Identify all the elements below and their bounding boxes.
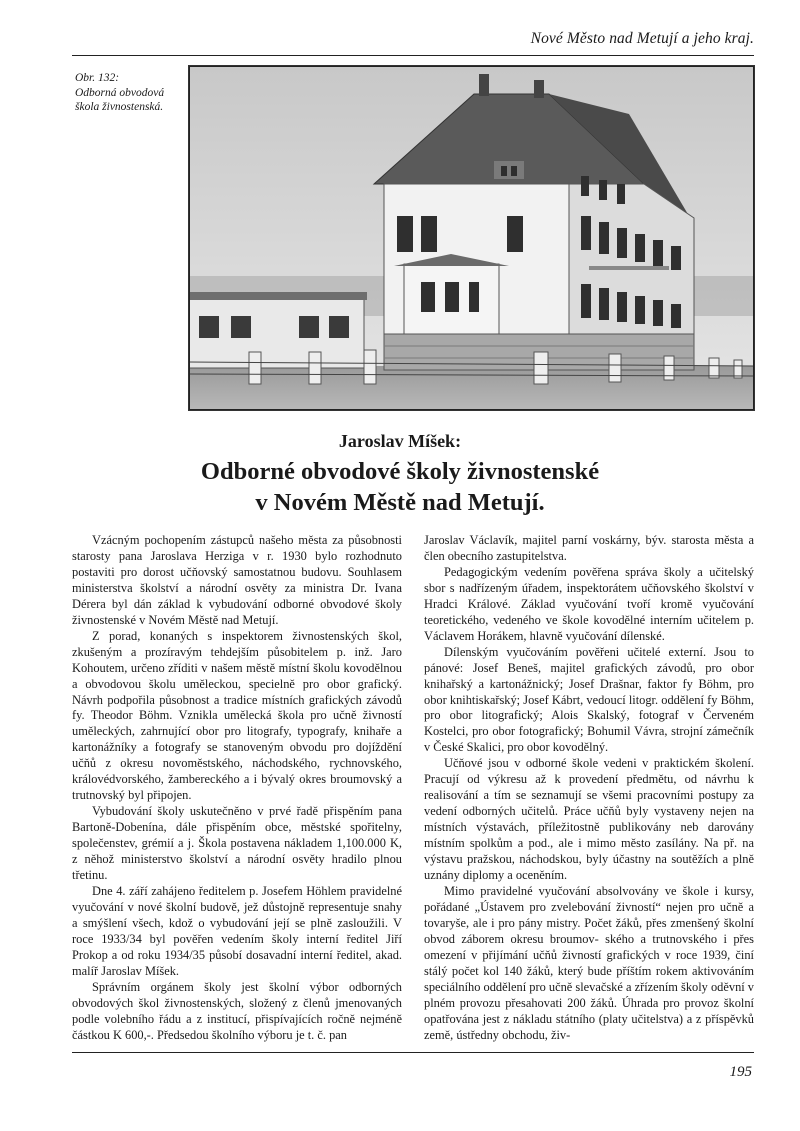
paragraph: Z porad, konaných s inspektorem živnostenských škol, zkušeným a prozíravým tehdejším působitelem p. inž. Jaro Kohoutem, určeno zříditi v našem městě místní školu kovodělnou a obvodovou školu uměleckou, specielně pro obor grafický. Návrh podpořila působnost a tradice místních grafických závodů fy. Theodor Böhm. Vznikla umělecká škola pro učně živností uměleckých, zahrnující obor pro litografy, typografy, knihaře a kartonážníky a fotografy se stanoveným obvodu pro dojíždění učňů z okresu novoměstského, náchodského, rychnovského, královédvorského, žambereckého a i bývalý okres broumovský a trutnovský byl připojen. <box>72 628 402 803</box>
article-author: Jaroslav Míšek: <box>338 431 462 451</box>
header-rule <box>72 55 754 56</box>
paragraph: Vybudování školy uskutečněno v prvé řadě přispěním pana Bartoně-Dobenína, dále přispěním obce, městské spořitelny, společenstev, grémií a j. Škola postavena nákladem 1,100.000 K, z něhož ministerstvo školství a národní osvěty hradilo plnou třetinu. <box>72 804 402 883</box>
page-number: 195 <box>729 1064 752 1080</box>
text-column-right <box>424 533 754 1044</box>
caption-line: Obr. 132: <box>75 72 120 84</box>
paragraph: Jaroslav Václavík, majitel parní voskárny, býv. starosta města a člen obecního zastupitelstva. <box>424 533 754 563</box>
school-building-photo <box>188 65 755 411</box>
footer-rule <box>72 1052 754 1053</box>
title-line: Odborné obvodové školy živnostenské <box>200 458 600 485</box>
paragraph: Vzácným pochopením zástupců našeho města za působnosti starosty pana Jaroslava Herziga v r. 1930 bylo rozhodnuto postaviti pro dorost učňovský samostatnou budovu. Souhlasem ministerstva školství a národní osvěty za ministra Dr. Ivana Dérera byl dán základ k vybudování odborné obvodové školy živnostenské v Novém Městě nad Metují. <box>72 533 402 627</box>
paragraph: Mimo pravidelné vyučování absolvovány ve škole i kursy, pořádané „Ústavem pro zvelebování živností“ nejen pro učně a tovaryše, ale i pro pány mistry. Počet žáků, přes zmenšený školní obvod záborem okresu broumov- ského a trutnovského i přes omezení v přijímání učňů živností grafických v roce 1939, činí stálý počet kol 140 žáků, který bude příštím rokem aktivováním speciálního oddělení pro učně slevačské a zřízením školy oděvní v plném provozu přesahovati 200 žáků. Úhrada pro provoz školní opatřována jest z nákladu státního (platy učitelstva) a z příspěvků země, ústředny obchodu, živ- <box>424 883 754 1042</box>
article-title <box>0 456 800 518</box>
caption-line: škola živnostenská. <box>75 101 164 113</box>
paragraph: Pedagogickým vedením pověřena správa školy a učitelský sbor s nadřízeným úřadem, inspektorátem učňovského školství v Hradci Králové. Základ vyučování tvoří kromě vyučování teoretického, vedeného ve škole kovodělné interním učitelem p. Václavem Horákem, hlavně vyučování dílenské. <box>424 564 754 643</box>
title-line: v Novém Městě nad Metují. <box>255 489 545 516</box>
figure-caption <box>75 71 185 115</box>
paragraph: Učňové jsou v odborné škole vedeni v praktickém školení. Pracují od výkresu až k provedení předmětu, od návrhu k realisování a tím se seznamují se všemi pracovními postupy za vedení odborných učitelů. Práce učňů byly vystaveny nejen na místních výstavách, příležitostně publikovány neb darovány místním spolkům a pod., ale i mimo město zasílány. Na př. na výstavu pražskou, náchodskou, byly účastny na soutěžích a plně uznány diplomy a oceněním. <box>424 756 754 883</box>
text-column-left <box>72 533 402 1044</box>
paragraph: Dílenským vyučováním pověřeni učitelé externí. Jsou to pánové: Josef Beneš, majitel grafických závodů, pro obor knihařský a kartonážnický; Josef Drašnar, faktor fy Böhm, pro obor knihtiskařský; Josef Kábrt, vedoucí litogr. oddělení fy Böhm, pro obor litografický; Alois Skalský, fotograf v Červeném Kostelci, pro obor fotografický; Bohumil Vávra, strojní zámečník v České Skalici, pro obor kovodělný. <box>424 644 754 755</box>
caption-line: Odborná obvodová <box>75 86 165 99</box>
paragraph: Správním orgánem školy jest školní výbor odborných obvodových škol živnostenských, složený z členů jmenovaných podle volebního řádu a z institucí, přispívajících ročně nejméně částkou K 600,-. Předsedou školního výboru je t. č. pan <box>72 979 402 1042</box>
running-header: Nové Město nad Metují a jeho kraj. <box>530 30 754 47</box>
paragraph: Dne 4. září zahájeno ředitelem p. Josefem Höhlem pravidelné vyučování v nové školní budově, jež důstojně representuje snahy a smýšlení všech, kdož o vybudování její se plně zasloužili. V roce 1933/34 byl pověřen vedením školy interní ředitel Jiří Prokop a od roku 1934/35 působí dosavadní interní ředitel, akad. malíř Jaroslav Míšek. <box>72 883 402 978</box>
